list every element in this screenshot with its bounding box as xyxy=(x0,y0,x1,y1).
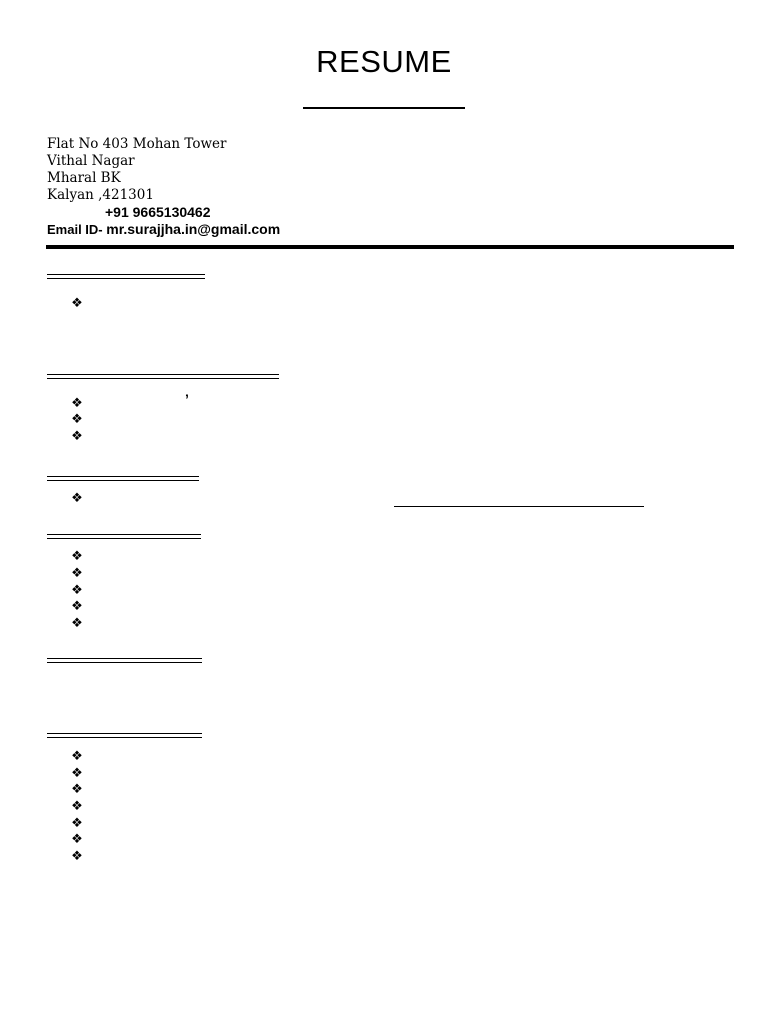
phone-number: +91 9665130462 xyxy=(105,204,211,220)
section-1-heading-rule xyxy=(47,274,205,279)
bullet-icon: ❖ xyxy=(71,583,83,598)
email-line xyxy=(47,221,280,238)
header-divider xyxy=(46,245,734,249)
email-label: Email ID- xyxy=(47,222,107,237)
bullet-icon: ❖ xyxy=(71,296,83,311)
bullet-icon: ❖ xyxy=(71,429,83,444)
bullet-icon: ❖ xyxy=(71,549,83,564)
address-line-2: Vithal Nagar xyxy=(47,153,135,169)
section-6-heading-rule xyxy=(47,733,202,738)
bullet-icon: ❖ xyxy=(71,782,83,797)
stray-apostrophe: ’ xyxy=(185,391,189,407)
bullet-icon: ❖ xyxy=(71,412,83,427)
address-line-3: Mharal BK xyxy=(47,170,121,186)
bullet-icon: ❖ xyxy=(71,396,83,411)
resume-title: RESUME xyxy=(316,44,452,79)
bullet-icon: ❖ xyxy=(71,749,83,764)
section-2-heading-rule xyxy=(47,374,279,379)
bullet-icon: ❖ xyxy=(71,766,83,781)
section-5-heading-rule xyxy=(47,658,202,663)
bullet-icon: ❖ xyxy=(71,599,83,614)
section-3-heading-rule xyxy=(47,476,199,481)
bullet-icon: ❖ xyxy=(71,799,83,814)
bullet-icon: ❖ xyxy=(71,849,83,864)
bullet-icon: ❖ xyxy=(71,566,83,581)
bullet-icon: ❖ xyxy=(71,832,83,847)
section-4-heading-rule xyxy=(47,534,201,539)
email-address: mr.surajjha.in@gmail.com xyxy=(106,221,281,237)
section-3-underline xyxy=(394,506,644,507)
bullet-icon: ❖ xyxy=(71,816,83,831)
address-line-1: Flat No 403 Mohan Tower xyxy=(47,136,227,152)
contact-block xyxy=(47,136,280,238)
bullet-icon: ❖ xyxy=(71,491,83,506)
address-line-4: Kalyan ,421301 xyxy=(47,187,154,203)
title-underline xyxy=(303,107,465,109)
bullet-icon: ❖ xyxy=(71,616,83,631)
